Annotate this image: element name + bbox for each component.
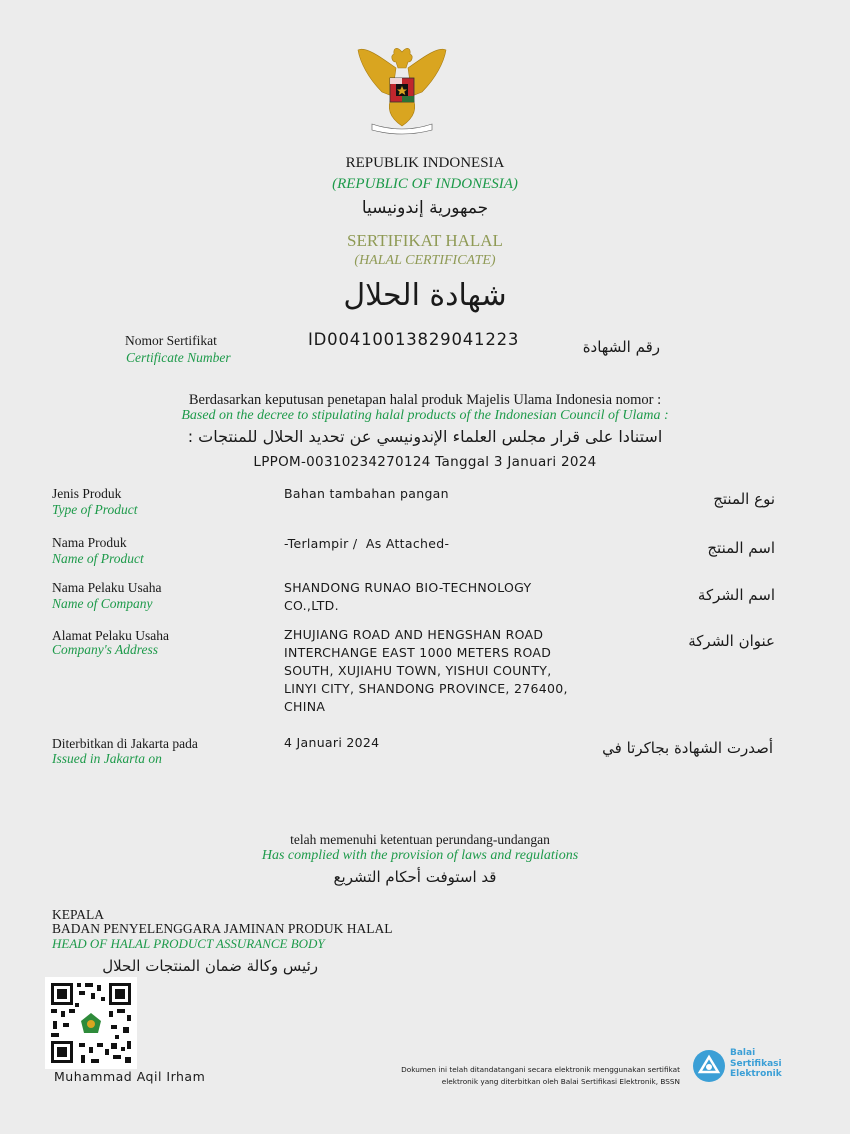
signatory-title: KEPALA bbox=[52, 907, 105, 922]
signatory-name: Muhammad Aqil Irham bbox=[54, 1069, 206, 1084]
address-value-line: SOUTH, XUJIAHU TOWN, YISHUI COUNTY, bbox=[284, 663, 552, 678]
address-value-line: LINYI CITY, SHANDONG PROVINCE, 276400, bbox=[284, 681, 568, 696]
company-value-line: CO.,LTD. bbox=[284, 598, 339, 613]
country-title-en: (REPUBLIC OF INDONESIA) bbox=[332, 176, 518, 192]
issued-label: Diterbitkan di Jakarta pada bbox=[52, 736, 198, 751]
company-label-en: Name of Company bbox=[52, 596, 153, 611]
address-value-line: INTERCHANGE EAST 1000 METERS ROAD bbox=[284, 645, 552, 660]
issued-label-ar: أصدرت الشهادة بجاكرتا في bbox=[602, 739, 773, 757]
product-name-label: Nama Produk bbox=[52, 535, 127, 550]
country-title: REPUBLIK INDONESIA bbox=[345, 155, 505, 171]
logo-line: Sertifikasi bbox=[730, 1058, 782, 1069]
company-value-line: SHANDONG RUNAO BIO-TECHNOLOGY bbox=[284, 580, 532, 595]
cert-number-label-ar: رقم الشهادة bbox=[582, 338, 660, 356]
certificate-title: SERTIFIKAT HALAL bbox=[347, 231, 503, 250]
signatory-body: BADAN PENYELENGGARA JAMINAN PRODUK HALAL bbox=[52, 921, 393, 936]
company-label-ar: اسم الشركة bbox=[697, 586, 775, 604]
certificate-title-ar: شهادة الحلال bbox=[343, 278, 507, 313]
address-label-ar: عنوان الشركة bbox=[688, 632, 775, 650]
certificate-title-en: (HALAL CERTIFICATE) bbox=[354, 253, 496, 268]
product-name-label-ar: اسم المنتج bbox=[707, 539, 775, 557]
issued-label-en: Issued in Jakarta on bbox=[52, 751, 162, 766]
signatory-title-en: HEAD OF HALAL PRODUCT ASSURANCE BODY bbox=[52, 936, 325, 951]
address-value-line: ZHUJIANG ROAD AND HENGSHAN ROAD bbox=[284, 627, 544, 642]
bsre-logo-icon bbox=[691, 1048, 727, 1084]
signatory-title-ar: رئيس وكالة ضمان المنتجات الحلال bbox=[102, 957, 318, 975]
cert-number-label-en: Certificate Number bbox=[126, 350, 231, 365]
address-value bbox=[284, 626, 568, 716]
compliance-text: telah memenuhi ketentuan perundang-undangan bbox=[290, 832, 550, 847]
company-label: Nama Pelaku Usaha bbox=[52, 580, 162, 595]
electronic-signature-note bbox=[380, 1064, 680, 1088]
address-label-en: Company's Address bbox=[52, 642, 159, 657]
product-type-value: Bahan tambahan pangan bbox=[284, 486, 449, 501]
address-label: Alamat Pelaku Usaha bbox=[52, 628, 169, 643]
note-line: elektronik yang diterbitkan oleh Balai Sertifikasi Elektronik, BSSN bbox=[441, 1077, 680, 1086]
company-value bbox=[284, 579, 531, 615]
product-type-label-en: Type of Product bbox=[52, 502, 138, 517]
product-name-value: -Terlampir / As Attached- bbox=[284, 536, 450, 551]
product-name-label-en: Name of Product bbox=[52, 551, 144, 566]
decree-text-ar: استنادا على قرار مجلس العلماء الإندونيسي عن تحديد الحلال للمنتجات : bbox=[187, 427, 663, 446]
note-line: Dokumen ini telah ditandatangani secara elektronik menggunakan sertifikat bbox=[401, 1065, 680, 1074]
compliance-text-ar: قد استوفت أحكام التشريع bbox=[333, 868, 497, 886]
logo-line: Balai bbox=[730, 1048, 756, 1058]
product-type-label: Jenis Produk bbox=[52, 486, 122, 501]
logo-line: Elektronik bbox=[730, 1069, 782, 1079]
address-value-line: CHINA bbox=[284, 699, 326, 714]
country-title-ar: جمهورية إندونيسيا bbox=[361, 198, 489, 218]
cert-number-label: Nomor Sertifikat bbox=[125, 333, 217, 348]
decree-text-en: Based on the decree to stipulating halal products of the Indonesian Council of Ulama : bbox=[181, 408, 669, 423]
qr-code-icon bbox=[45, 977, 137, 1069]
bsre-logo-text bbox=[730, 1048, 782, 1080]
compliance-text-en: Has complied with the provision of laws and regulations bbox=[261, 848, 579, 863]
cert-number-value: ID00410013829041223 bbox=[308, 330, 520, 349]
garuda-emblem-icon bbox=[352, 38, 452, 138]
issued-value: 4 Januari 2024 bbox=[284, 735, 380, 750]
decree-number: LPPOM-00310234270124 Tanggal 3 Januari 2024 bbox=[253, 454, 597, 470]
product-type-label-ar: نوع المنتج bbox=[713, 490, 775, 508]
decree-text: Berdasarkan keputusan penetapan halal produk Majelis Ulama Indonesia nomor : bbox=[188, 392, 662, 408]
